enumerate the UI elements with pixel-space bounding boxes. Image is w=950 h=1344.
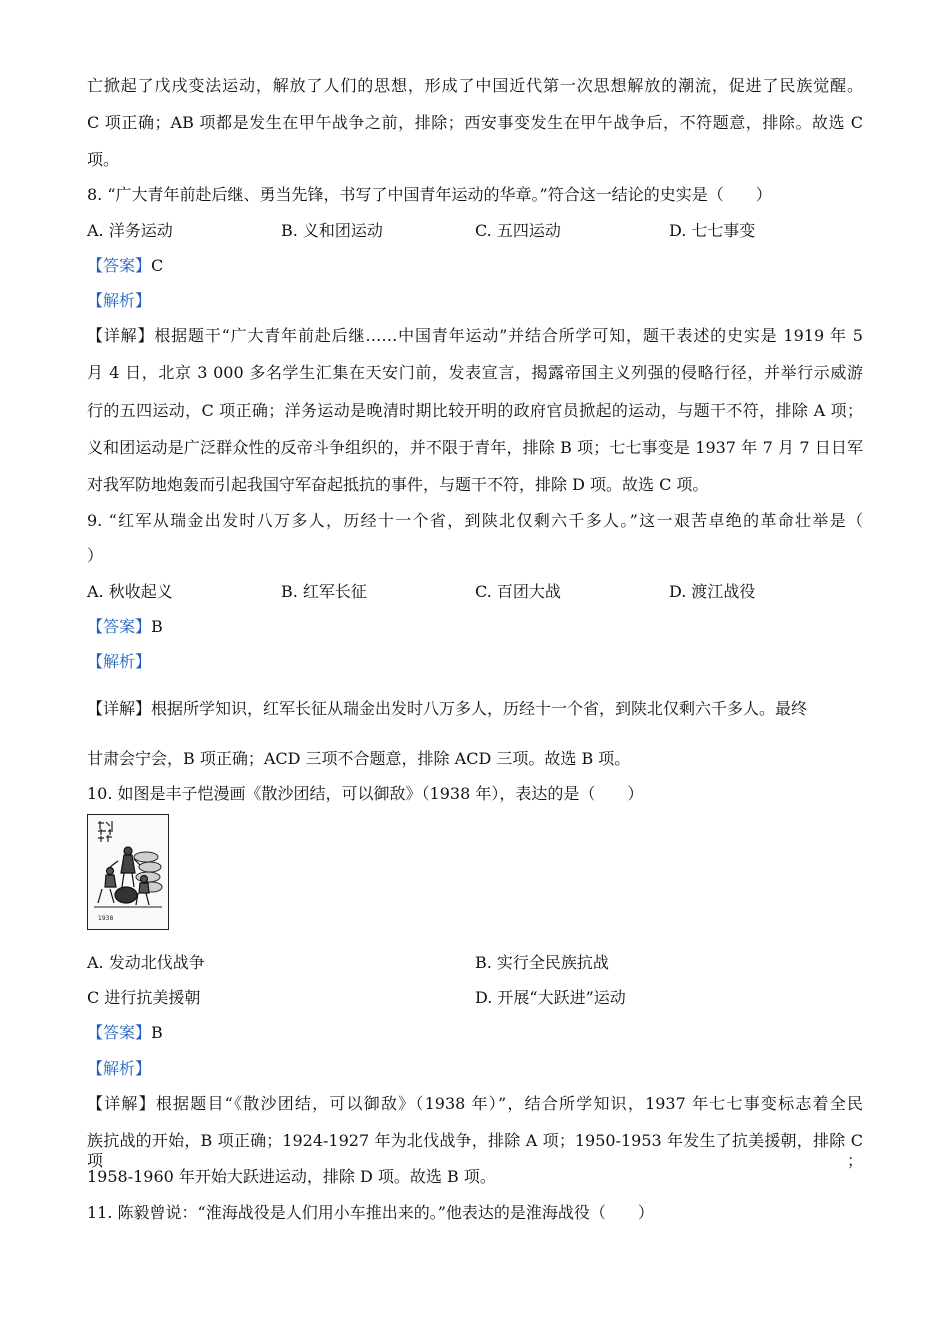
q10-detail-line bbox=[87, 1094, 863, 1114]
q8-detail-line: 行的五四运动，C 项正确；洋务运动是晚清时期比较开明的政府官员掀起的运动，与题干不符，排除 A 项； bbox=[87, 401, 863, 420]
q8-analysis-tag: 【解析】 bbox=[87, 291, 152, 310]
q10-option-d[interactable]: D. 开展“大跃进”运动 bbox=[475, 988, 626, 1007]
q10-analysis-tag: 【解析】 bbox=[87, 1059, 152, 1078]
q10-option-c[interactable]: C 进行抗美援朝 bbox=[87, 988, 201, 1007]
q9-option-c[interactable]: C. 百团大战 bbox=[475, 582, 561, 601]
question-11-stem: 11. 陈毅曾说：“淮海战役是人们用小车推出来的。”他表达的是淮海战役（ ） bbox=[87, 1203, 654, 1222]
answer-tag: 【答案】 bbox=[87, 617, 152, 636]
q8-detail-line: 月 4 日，北京 3 000 多名学生汇集在天安门前，发表宣言，揭露帝国主义列强的侵略行径，并举行示威游 bbox=[87, 363, 863, 382]
analysis-line: 项。 bbox=[87, 150, 120, 169]
q8-detail-line bbox=[87, 326, 863, 346]
answer-value: B bbox=[151, 617, 163, 636]
q8-option-d[interactable]: D. 七七事变 bbox=[669, 221, 756, 240]
detail-tag: 【详解】 bbox=[87, 326, 155, 345]
q9-option-a[interactable]: A. 秋收起义 bbox=[87, 582, 173, 601]
analysis-line: C 项正确；AB 项都是发生在甲午战争之前，排除；西安事变发生在甲午战争后，不符题意，排除。故选 C bbox=[87, 113, 863, 132]
q10-option-a[interactable]: A. 发动北伐战争 bbox=[87, 953, 205, 972]
q9-option-b[interactable]: B. 红军长征 bbox=[281, 582, 367, 601]
cartoon-year: 1938 bbox=[98, 915, 114, 922]
answer-value: C bbox=[151, 256, 164, 275]
question-10-stem: 10. 如图是丰子恺漫画《散沙团结，可以御敌》（1938 年），表达的是（ ） bbox=[87, 784, 644, 803]
q8-detail-line: 对我军防地炮轰而引起我国守军奋起抵抗的事件，与题干不符，排除 D 项。故选 C 项。 bbox=[87, 475, 709, 494]
q9-detail-line: 甘肃会宁会，B 项正确；ACD 三项不合题意，排除 ACD 三项。故选 B 项。 bbox=[87, 749, 631, 768]
question-9-stem: ） bbox=[87, 546, 104, 565]
q9-detail-line bbox=[87, 699, 807, 719]
analysis-line: 亡掀起了戊戌变法运动，解放了人们的思想，形成了中国近代第一次思想解放的潮流，促进了民族觉醒。 bbox=[87, 76, 863, 95]
q8-answer bbox=[87, 256, 163, 276]
q10-detail-line: 族抗战的开始，B 项正确；1924-1927 年为北伐战争，排除 A 项；1950-1953 年发生了抗美援朝，排除 C 项； bbox=[87, 1131, 863, 1170]
q9-option-d[interactable]: D. 渡江战役 bbox=[669, 582, 756, 601]
question-9-stem: 9. “红军从瑞金出发时八万多人，历经十一个省，到陕北仅剩六千多人。”这一艰苦卓绝的革命壮举是（ bbox=[87, 511, 863, 530]
q8-option-b[interactable]: B. 义和团运动 bbox=[281, 221, 383, 240]
answer-tag: 【答案】 bbox=[87, 1023, 152, 1042]
detail-tag: 【详解】 bbox=[87, 699, 152, 718]
detail-tag: 【详解】 bbox=[87, 1094, 156, 1113]
q8-option-c[interactable]: C. 五四运动 bbox=[475, 221, 561, 240]
q8-option-a[interactable]: A. 洋务运动 bbox=[87, 221, 173, 240]
q10-answer bbox=[87, 1023, 163, 1043]
q8-detail-line: 义和团运动是广泛群众性的反帝斗争组织的，并不限于青年，排除 B 项；七七事变是 1937 年 7 月 7 日日军 bbox=[87, 438, 863, 457]
answer-tag: 【答案】 bbox=[87, 256, 152, 275]
q10-option-b[interactable]: B. 实行全民族抗战 bbox=[475, 953, 609, 972]
cartoon-image bbox=[87, 814, 169, 930]
question-8-stem: 8. “广大青年前赴后继、勇当先锋，书写了中国青年运动的华章。”符合这一结论的史实是（ ） bbox=[87, 185, 772, 204]
detail-text: 根据题目“《散沙团结，可以御敌》（1938 年）”，结合所学知识，1937 年七七事变标志着全民 bbox=[155, 1094, 863, 1113]
q9-analysis-tag: 【解析】 bbox=[87, 652, 152, 671]
cartoon-illustration bbox=[88, 815, 167, 928]
detail-text: 根据题干“广大青年前赴后继……中国青年运动”并结合所学可知，题干表述的史实是 1919 年 5 bbox=[154, 326, 863, 345]
answer-value: B bbox=[151, 1023, 163, 1042]
q9-answer bbox=[87, 617, 163, 637]
q10-detail-line: 1958-1960 年开始大跃进运动，排除 D 项。故选 B 项。 bbox=[87, 1167, 496, 1186]
detail-text: 根据所学知识，红军长征从瑞金出发时八万多人，历经十一个省，到陕北仅剩六千多人。最终 bbox=[151, 699, 808, 718]
